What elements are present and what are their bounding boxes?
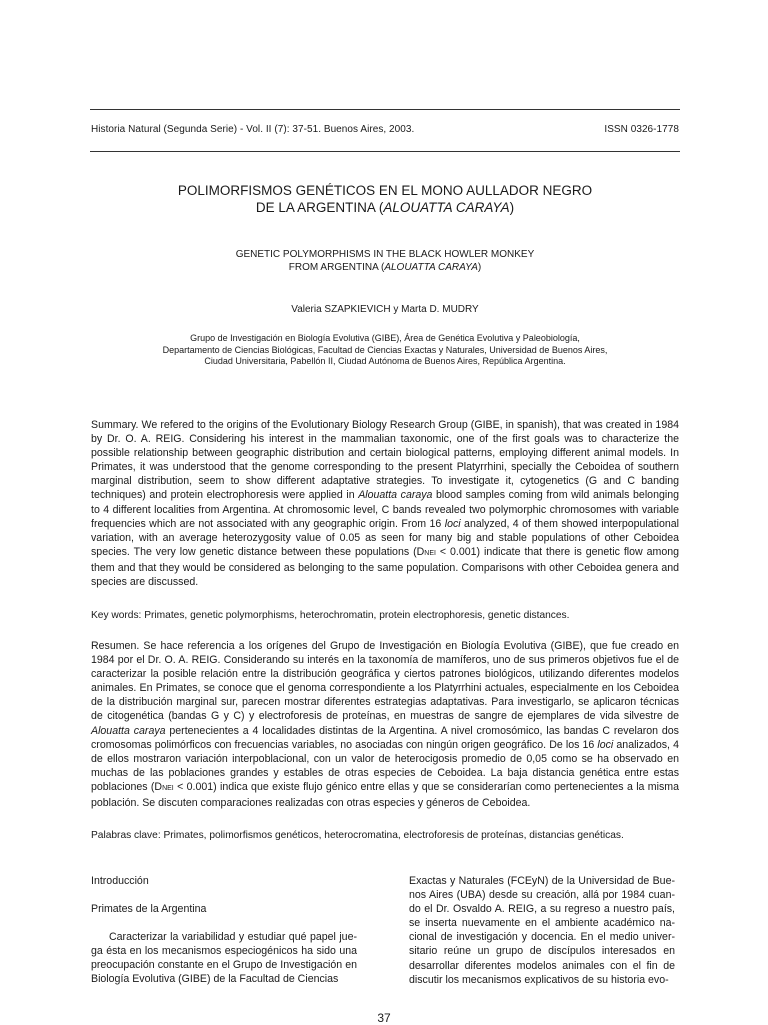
species-name: Alouatta caraya: [358, 489, 433, 502]
page-number: 37: [377, 1011, 391, 1025]
affiliation-line-2: Departamento de Ciencias Biológicas, Facultad de Ciencias Exactas y Naturales, Universidad de Buenos Aires,: [162, 344, 608, 355]
english-title: [90, 248, 680, 274]
species-name: ALOUATTA CARAYA: [383, 200, 510, 215]
affiliation: [90, 333, 680, 368]
loci-term: loci: [444, 517, 461, 530]
header-rule: [90, 151, 680, 152]
affiliation-line-1: Grupo de Investigación en Biología Evolutiva (GIBE), Área de Genética Evolutiva y Paleobiología,: [190, 333, 580, 343]
affiliation-line-3: Ciudad Universitaria, Pabellón II, Ciudad Autónoma de Buenos Aires, República Argentina.: [204, 356, 566, 366]
summary-abstract: Summary. We refered to the origins of the Evolutionary Biology Research Group (GIBE, in spanish), that was created in 1984 by Dr. O. A. REIG. Considering his interest in the mammalian taxonomic, one of the first goals was to characterize the possible relationship between geographic distribution and certain biological patterns, employing different animal models. In Primates, it was understood that the genome corresponding to the present Platyrrhini, specially the Ceboidea of southern marginal distribution, seem to show different adaptative strategies. To investigate it, cytogenetics (G and C banding techniques) and protein electrophoresis were applied in Alouatta caraya blood samples coming from wild animals belonging to 4 different localities from Argentina. At chromosomic level, C bands revealed two polymorphic chromosomes with variable frequencies which are not associated with any geographic origin. From 16 loci analyzed, 4 of them showed interpopulational variation, with an average heterozygosity value of 0.05 as seen for many big and stable populations of other Ceboidea species. The very low genetic distance between these populations (DNEI < 0.001) indicate that there is genetic flow among them and that they would be considered as belonging to the same population. Comparisons with other Ceboidea genera and species are discussed.: [91, 419, 680, 589]
subscript: NEI: [424, 549, 436, 557]
keywords: Key words: Primates, genetic polymorphisms, heterochromatin, protein electrophoresis, genetic distances.: [91, 610, 570, 621]
title-line-2: DE LA ARGENTINA (ALOUATTA CARAYA): [255, 200, 515, 215]
left-column: [91, 874, 357, 987]
subsection-heading: Primates de la Argentina: [91, 903, 207, 916]
top-rule: [90, 109, 680, 110]
subscript: NEI: [162, 784, 174, 792]
authors: Valeria SZAPKIEVICH y Marta D. MUDRY: [291, 304, 479, 315]
palabras-clave: Palabras clave: Primates, polimorfismos genéticos, heterocromatina, electroforesis de proteínas, distancias genéticas.: [91, 830, 624, 841]
resumen-abstract: Resumen. Se hace referencia a los orígenes del Grupo de Investigación en Biología Evolutiva (GIBE), que fue creado en 1984 por el Dr. O. A. REIG. Considerando su interés en la taxonomía de mamíferos, uno de sus primeros objetivos fue el de caracterizar la posible relación entre la distribución geográfica y ciertos patrones biológicos, utilizando diferentes modelos animales. En Primates, se conoce que el genoma correspondiente a los Platyrrhini actuales, especialmente en los Ceboidea de la distribución marginal sur, parecen mostrar diferentes estrategias adaptativas. Para investigarlo, se aplicaron técnicas de citogenética (bandas G y C) y electroforesis de proteínas, en muestras de sangre de ejemplares de vida silvestre de Alouatta caraya pertenecientes a 4 localidades distintas de la Argentina. A nivel cromosómico, las bandas C revelaron dos cromosomas polimórficos con frecuencias variables, no asociadas con ningún origen geográfico. De los 16 loci analizados, 4 de ellos mostraron variación interpoblacional, con un valor de heterocigosis promedio de 0,05 como se ha observado en muchas de las poblaciones grandes y estables de otras especies de Ceboidea. La baja distancia genética entre estas poblaciones (DNEI < 0.001) indica que existe flujo génico entre ellas y que se considerarían como pertenecientes a la misma población. Se discuten comparaciones realizadas con otras especies y géneros de Ceboidea.: [91, 640, 680, 810]
article-title: [90, 182, 680, 216]
title-line-1: POLIMORFISMOS GENÉTICOS EN EL MONO AULLADOR NEGRO: [177, 183, 593, 198]
body-paragraph: Exactas y Naturales (FCEyN) de la Universidad de Bue-nos Aires (UBA) desde su creación, allá por 1984 cuan-do el Dr. Osvaldo A. REIG, a su regreso a nuestro país, se inserta nuevamente en el ambiente académico na-cional de investigación y docencia. En el medio univer-sitario reúne un grupo de discípulos interesados en desarrollar diferentes modelos animales con el fin de discutir los mecanismos explicativos de su historia evo-: [409, 875, 675, 986]
section-heading: Introducción: [91, 875, 149, 887]
species-name: ALOUATTA CARAYA: [384, 262, 478, 273]
english-title-line-1: GENETIC POLYMORPHISMS IN THE BLACK HOWLER MONKEY: [235, 249, 535, 260]
journal-citation: Historia Natural (Segunda Serie) - Vol. II (7): 37-51. Buenos Aires, 2003.: [91, 124, 415, 135]
body-paragraph: Caracterizar la variabilidad y estudiar qué papel jue-ga ésta en los mecanismos especiogénicos ha sido una preocupación constante en el Grupo de Investigación en Biología Evolutiva (GIBE) de la Facultad de Ciencias: [91, 931, 357, 986]
species-name: Alouatta caraya: [91, 724, 166, 737]
issn: ISSN 0326-1778: [604, 124, 679, 135]
right-column: [409, 874, 675, 987]
loci-term: loci: [597, 738, 614, 751]
running-header: [91, 124, 679, 135]
english-title-line-2: FROM ARGENTINA (ALOUATTA CARAYA): [288, 262, 482, 273]
